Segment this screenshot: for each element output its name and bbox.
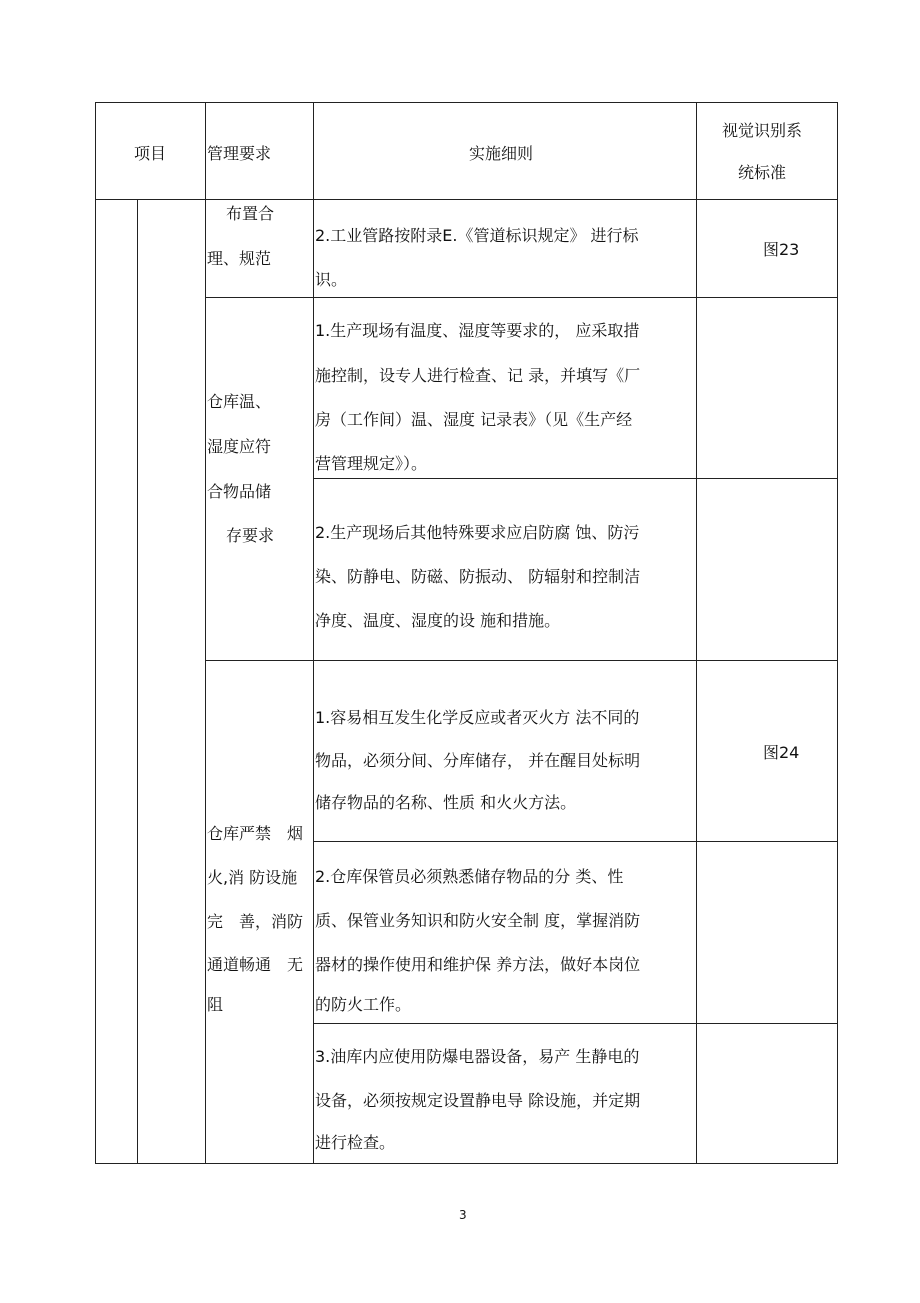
detail-text: 1.生产现场有温度、湿度等要求的， 应采取措 <box>315 321 640 340</box>
row-divider <box>313 1023 838 1024</box>
header-visual-standard: 统标准 <box>738 163 787 182</box>
requirement-text: 阻 <box>207 995 224 1014</box>
visual-standard-ref: 图24 <box>763 743 800 762</box>
table-border-left <box>95 102 96 1164</box>
requirement-text: 湿度应符 <box>207 437 272 456</box>
detail-text: 储存物品的名称、性质 和火火方法。 <box>315 793 577 812</box>
detail-text: 的防火工作。 <box>315 995 412 1014</box>
item-subcolumn-divider <box>137 199 138 1164</box>
detail-text: 质、保管业务知识和防火安全制 度，掌握消防 <box>315 911 641 930</box>
column-divider <box>313 102 314 1164</box>
detail-text: 物品，必须分间、分库储存， 并在醒目处标明 <box>315 751 641 770</box>
row-divider <box>313 841 838 842</box>
detail-text: 进行检查。 <box>315 1133 396 1152</box>
table-border-bottom <box>95 1163 838 1164</box>
requirement-text: 通道畅通 无 <box>207 955 304 974</box>
detail-text: 2.仓库保管员必须熟悉储存物品的分 类、性 <box>315 867 624 886</box>
page-number: 3 <box>459 1208 467 1222</box>
header-requirement: 管理要求 <box>207 144 272 163</box>
detail-text: 染、防静电、防磁、防振动、 防辐射和控制洁 <box>315 567 641 586</box>
row-divider <box>205 660 838 661</box>
detail-text: 3.油库内应使用防爆电器设备，易产 生静电的 <box>315 1047 640 1066</box>
requirement-text: 合物品储 <box>207 482 272 501</box>
detail-text: 净度、温度、湿度的设 施和措施。 <box>315 611 561 630</box>
detail-text: 施控制，设专人进行检查、记 录，并填写《厂 <box>315 366 641 385</box>
requirement-text: 火,消 防设施 <box>207 868 298 887</box>
requirement-text: 理、规范 <box>207 249 272 268</box>
requirement-text: 完 善，消防 <box>207 912 304 931</box>
visual-standard-ref: 图23 <box>763 240 800 259</box>
header-details: 实施细则 <box>469 144 534 163</box>
column-divider <box>696 102 697 1164</box>
header-divider <box>95 199 838 200</box>
header-visual-standard: 视觉识别系 <box>722 121 803 140</box>
detail-text: 营管理规定》）。 <box>315 454 428 473</box>
requirement-text: 仓库温、 <box>207 392 272 411</box>
detail-text: 房（工作间）温、湿度 记录表》（见《生产经 <box>315 410 633 429</box>
table-border-right <box>837 102 838 1164</box>
detail-text: 设备，必须按规定设置静电导 除设施，并定期 <box>315 1091 641 1110</box>
detail-text: 2.工业管路按附录E.《管道标识规定》 进行标 <box>315 226 639 245</box>
header-item: 项目 <box>134 144 167 163</box>
table-border-top <box>95 102 838 103</box>
requirement-text: 布置合 <box>226 204 275 223</box>
row-divider <box>313 478 838 479</box>
requirement-text: 仓库严禁 烟 <box>207 824 304 843</box>
column-divider <box>205 102 206 1164</box>
row-divider <box>205 297 838 298</box>
requirement-text: 存要求 <box>226 526 275 545</box>
detail-text: 器材的操作使用和维护保 养方法，做好本岗位 <box>315 955 641 974</box>
detail-text: 1.容易相互发生化学反应或者灭火方 法不同的 <box>315 708 640 727</box>
detail-text: 2.生产现场后其他特殊要求应启防腐 蚀、防污 <box>315 523 640 542</box>
detail-text: 识。 <box>315 270 348 289</box>
